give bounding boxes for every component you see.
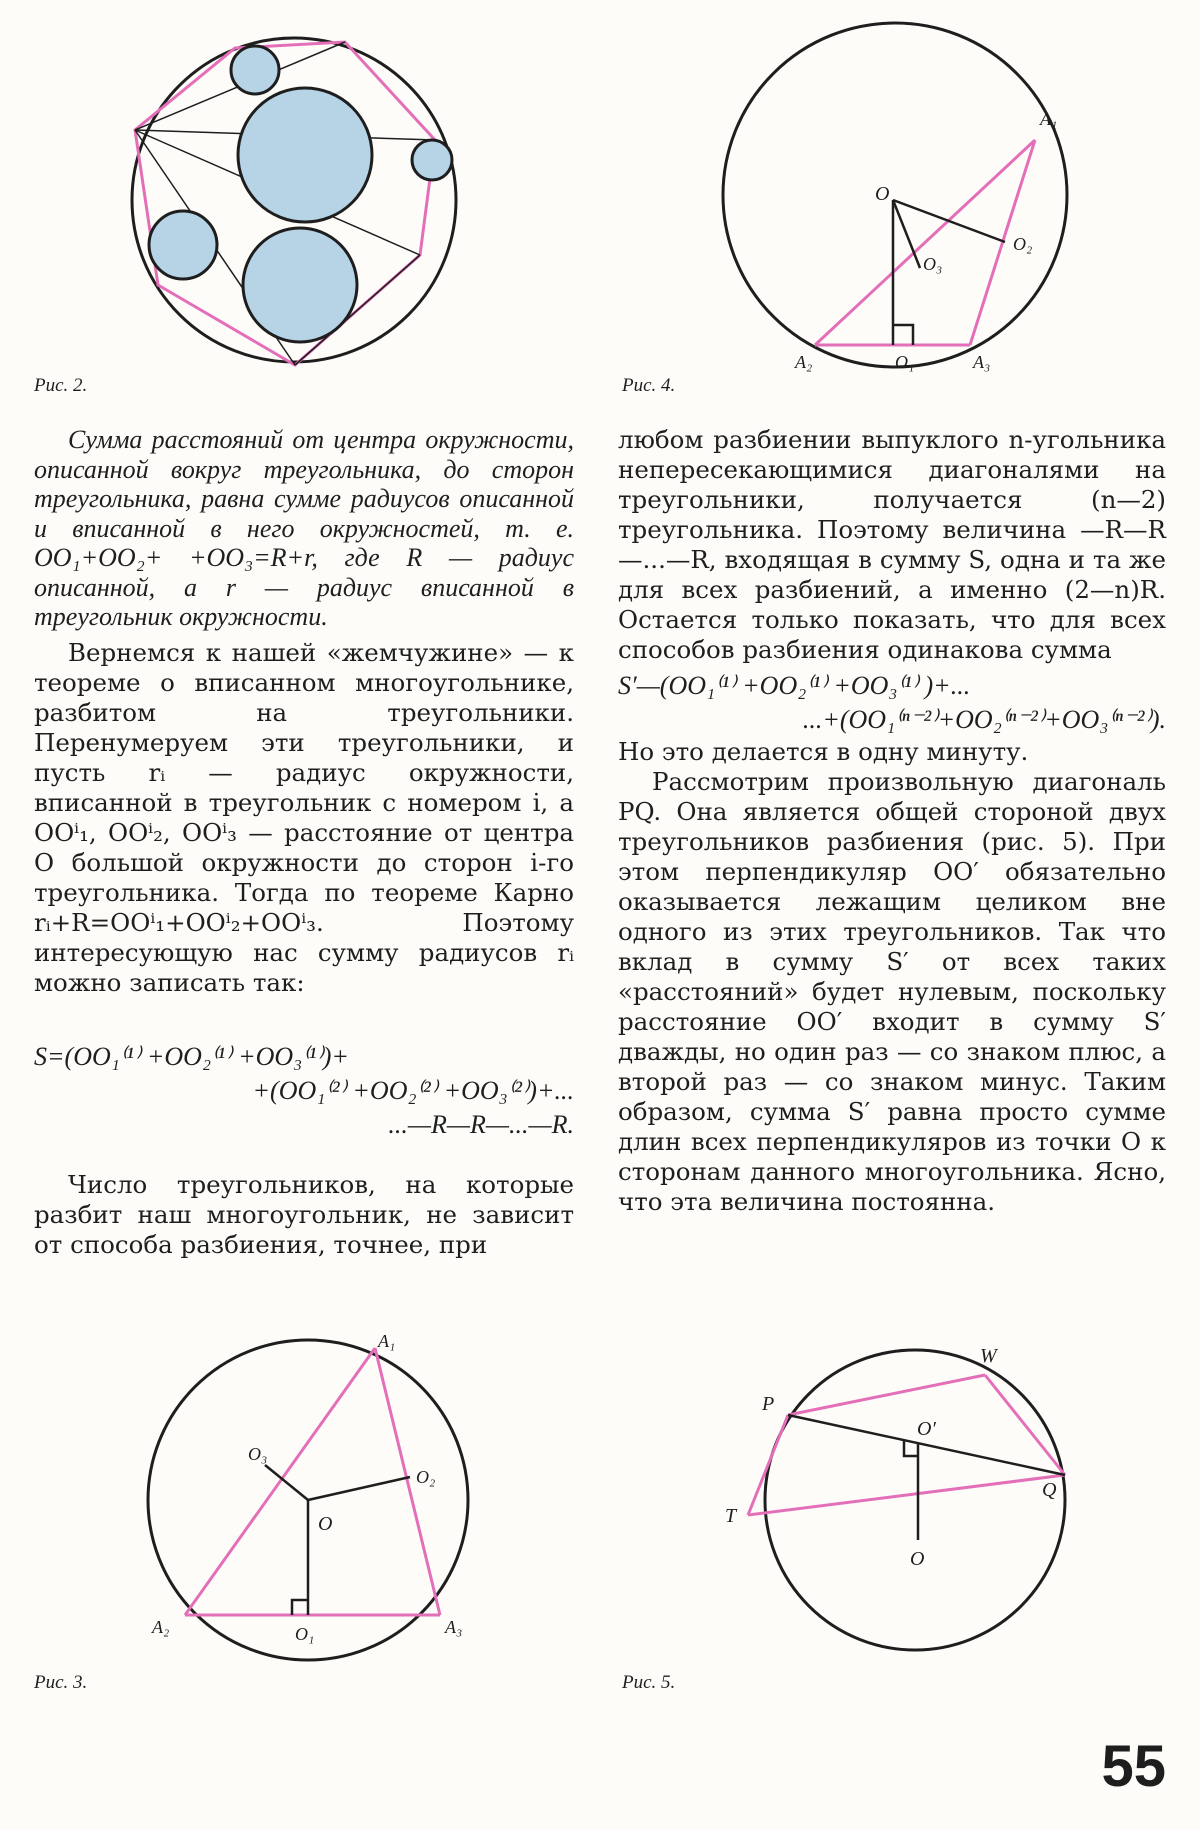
fig2-caption: Рис. 2.	[34, 375, 88, 396]
formula-S-line2: +(OO₁⁽²⁾ +OO₂⁽²⁾ +OO₃⁽²⁾)+...	[252, 1075, 574, 1105]
formula-Sprime	[618, 669, 1166, 737]
label-A3: A₃	[973, 352, 991, 372]
label-Oprime: O′	[917, 1418, 936, 1440]
label-A2: A₂	[152, 1617, 170, 1637]
perpendiculars	[265, 1465, 410, 1615]
page-number: 55	[1101, 1734, 1166, 1799]
label-O: O	[875, 183, 890, 205]
label-O1: O₁	[295, 1624, 315, 1644]
formula-S-line1: S=(OO₁⁽¹⁾ +OO₂⁽¹⁾ +OO₃⁽¹⁾)+	[34, 1041, 349, 1071]
right-sentence: Но это делается в одну минуту.	[618, 737, 1029, 766]
label-T: T	[725, 1505, 737, 1527]
label-A3: A₃	[445, 1617, 463, 1637]
formula-S-line3: ...—R—R—...—R.	[388, 1109, 574, 1139]
perpendiculars	[893, 200, 1005, 345]
figure-2	[130, 30, 460, 370]
right-column	[618, 425, 1166, 1217]
quadrilateral	[748, 1375, 1065, 1515]
formula-S	[34, 1040, 574, 1142]
label-O1: O₁	[895, 352, 915, 372]
figure-3	[140, 1335, 480, 1665]
label-W: W	[980, 1345, 997, 1367]
fig5-caption: Рис. 5.	[622, 1672, 676, 1693]
label-A1: A₁	[1040, 109, 1058, 129]
label-O: O	[910, 1548, 925, 1570]
label-O: O	[318, 1513, 333, 1535]
formula-Sprime-line1: S′—(OO₁⁽¹⁾ +OO₂⁽¹⁾ +OO₃⁽¹⁾ )+...	[618, 671, 971, 700]
theorem-text: Сумма расстояний от центра окружности, описанной вокруг треугольника, до сторон треугольника, равна сумме радиусов описанной и вписанной в него окружностей, т. е. OO₁+OO₂+ +OO₃=R+r, где R — радиус описанной, а r — радиус вписанной в треугольник окружности.	[34, 425, 574, 631]
formula-Sprime-line2: ...+(OO₁⁽ⁿ⁻²⁾+OO₂⁽ⁿ⁻²⁾+OO₃⁽ⁿ⁻²⁾).	[802, 705, 1166, 734]
figure-5	[720, 1340, 1070, 1660]
label-O3: O₃	[248, 1444, 268, 1464]
left-paragraph-2: Число треугольников, на которые разбит наш многоугольник, не зависит от способа разбиения, точнее, при	[34, 1169, 574, 1259]
triangle	[185, 1348, 440, 1615]
figure-4	[715, 20, 1075, 390]
right-paragraph-1: любом разбиении выпуклого n-угольника непересекающимися диагоналями на треугольники, получается (n—2) треугольника. Поэтому величина —R—R—...—R, входящая в сумму S, одна и та же для всех разбиений, а именно (2—n)R. Остается только показать, что для всех способов разбиения одинакова сумма	[618, 425, 1166, 664]
inscribed-circles	[149, 46, 452, 342]
left-paragraph-1: Вернемся к нашей «жемчужине» — к теореме о вписанном многоугольнике, разбитом на треугольники. Перенумеруем эти треугольники, и пусть rᵢ — радиус окружности, вписанной в треугольник с номером i, а OOⁱ₁, OOⁱ₂, OOⁱ₃ — расстояние от центра O большой окружности до сторон i-го треугольника. Тогда по теореме Карно rᵢ+R=OOⁱ₁+OOⁱ₂+OOⁱ₃. Поэтому интересующую нас сумму радиусов rᵢ можно записать так:	[34, 637, 574, 997]
fig3-caption: Рис. 3.	[34, 1672, 88, 1693]
label-O3: O₃	[923, 254, 943, 274]
left-column	[34, 425, 574, 1260]
label-O2: O₂	[1013, 234, 1033, 254]
fig4-caption: Рис. 4.	[622, 375, 676, 396]
label-O2: O₂	[416, 1467, 436, 1487]
label-Q: Q	[1042, 1479, 1057, 1501]
label-A1: A₁	[378, 1335, 396, 1351]
label-P: P	[762, 1393, 775, 1415]
circle	[765, 1350, 1065, 1650]
triangle	[815, 140, 1035, 345]
label-A2: A₂	[795, 352, 813, 372]
right-paragraph-2: Рассмотрим произвольную диагональ PQ. Она является общей стороной двух треугольников разбиения (рис. 5). При этом перпендикуляр OO′ обязательно оказывается лежащим целиком вне одного из этих треугольников. Так что вклад в сумму S′ от всех таких «расстояний» будет нулевым, поскольку расстояние OO′ входит в сумму S′ дважды, но один раз — со знаком плюс, а второй раз — со знаком минус. Таким образом, сумма S′ равна просто сумме длин всех перпендикуляров из точки O к сторонам данного многоугольника. Ясно, что эта величина постоянна.	[618, 767, 1166, 1216]
circle	[723, 23, 1067, 367]
